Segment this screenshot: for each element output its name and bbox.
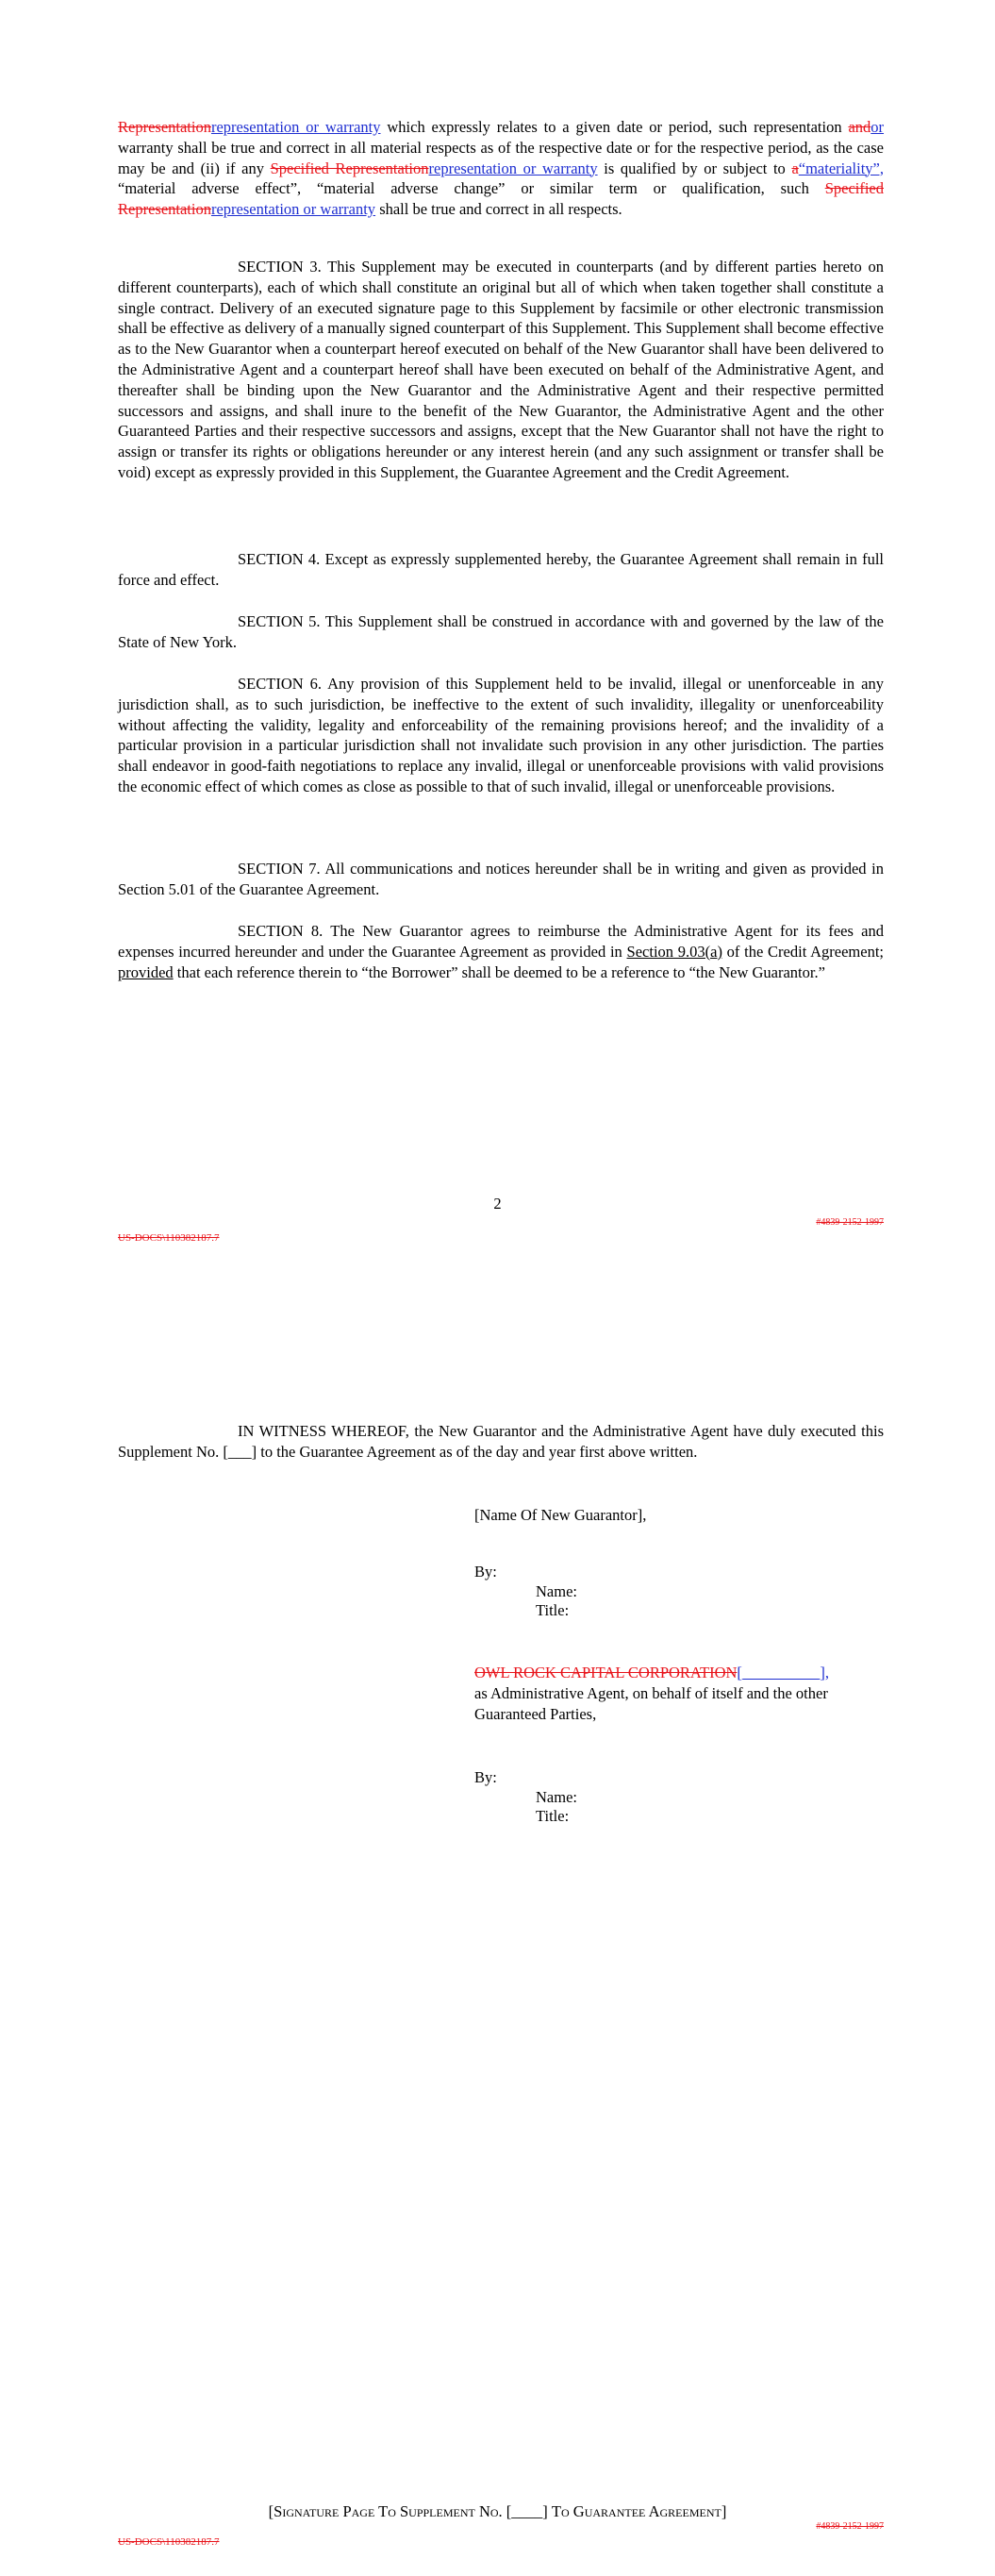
- deleted-text: Representation: [118, 118, 211, 136]
- paragraph-representations: Representationrepresentation or warranty which expressly relates to a given date or period, such representation andor warranty shall be true and correct in all material respects as of the respective date or for the respective period, as the case may be and (ii) if any Specified Representationrepresentation or warranty is qualified by or subject to a“materiality”, “material adverse effect”, “material adverse change” or similar term or qualification, such Specified Representationrepresentation or warranty shall be true and correct in all respects.: [118, 118, 885, 219]
- agent-by-label: By:: [474, 1768, 497, 1786]
- signature-page-caption: [Signature Page To Supplement No. [____] To Guarantee Agreement]: [268, 2502, 727, 2520]
- section-6: SECTION 6. Any provision of this Supplement held to be invalid, illegal or unenforceable in any jurisdiction shall, as to such jurisdiction, be ineffective to the extent of such invalidity, illegality or unenforceability without affecting the validity, legality and enforceability of the remaining provisions hereof; and the invalidity of a particular provision in a particular jurisdiction shall not invalidate such provision in any other jurisdiction. The parties shall endeavor in good-faith negotiations to replace any invalid, illegal or unenforceable provisions with valid provisions the economic effect of which comes as close as possible to that of such invalid, illegal or unenforceable provisions.: [118, 675, 884, 795]
- agent-role: as Administrative Agent, on behalf of itself and the other Guaranteed Parties,: [474, 1684, 828, 1723]
- section-reference: Section 9.03(a): [626, 942, 722, 961]
- footer-doc-id-left: US-DOCS\110382187.7: [118, 2536, 220, 2548]
- deleted-text: and: [848, 118, 871, 136]
- section-4: SECTION 4. Except as expressly supplemented hereby, the Guarantee Agreement shall remain in full force and effect.: [118, 550, 884, 589]
- deleted-text: Specified Representation: [118, 179, 884, 219]
- inserted-text: representation or warranty: [210, 200, 376, 219]
- guarantor-by-label: By:: [474, 1563, 497, 1581]
- deleted-text: a: [791, 159, 799, 177]
- deleted-agent-name: OWL ROCK CAPITAL CORPORATION: [474, 1664, 738, 1681]
- inserted-text: or: [871, 118, 885, 136]
- footer-doc-id-right: #4839-2152-1997: [816, 1217, 884, 1228]
- section-3: SECTION 3. This Supplement may be executed in counterparts (and by different parties hereto on different counterparts), each of which shall constitute an original but all of which when taken together shall constitute a single contract. Delivery of an executed signature page to this Supplement by facsimile or other electronic transmission shall be effective as delivery of a manually signed counterpart of this Supplement. This Supplement shall become effective as to the New Guarantor when a counterpart hereof executed on behalf of the New Guarantor shall have been delivered to the Administrative Agent and a counterpart hereof shall have been executed on behalf of the Administrative Agent, and thereafter shall be binding upon the New Guarantor and the Administrative Agent and their respective permitted successors and assigns, and shall inure to the benefit of the New Guarantor, the Administrative Agent and the other Guaranteed Parties and their respective successors and assigns, except that the New Guarantor shall not have the right to assign or transfer its rights or obligations hereunder or any interest herein (and any such assignment or transfer shall be void) except as expressly provided in this Supplement, the Guarantee Agreement and the Credit Agreement.: [118, 258, 884, 481]
- page-2: [0, 1312, 995, 2576]
- agent-title-label: Title:: [536, 1807, 570, 1825]
- provided-term: provided: [118, 962, 174, 981]
- agent-name-blank: [__________]: [737, 1664, 825, 1681]
- section-5: SECTION 5. This Supplement shall be construed in accordance with and governed by the law of the State of New York.: [118, 612, 884, 651]
- inserted-text: “materiality”,: [798, 159, 885, 177]
- page-number: 2: [493, 1195, 502, 1213]
- guarantor-title-label: Title:: [536, 1601, 570, 1619]
- deleted-text: Specified Representation: [270, 159, 429, 177]
- section-8: SECTION 8. The New Guarantor agrees to reimburse the Administrative Agent for its fees and expenses incurred hereunder and under the Guarantee Agreement as provided in Section 9.03(a) of the Credit Agreement; provided that each reference therein to “the Borrower” shall be deemed to be a reference to “the New Guarantor.”: [118, 922, 885, 981]
- agent-name: OWL ROCK CAPITAL CORPORATION[__________],: [474, 1664, 830, 1681]
- footer-doc-id-right: #4839-2152-1997: [816, 2521, 884, 2532]
- inserted-text: representation or warranty: [210, 118, 381, 136]
- guarantor-name-label: Name:: [536, 1582, 577, 1600]
- agent-name-label: Name:: [536, 1788, 577, 1806]
- footer-doc-id-left: US-DOCS\110382187.7: [118, 1232, 220, 1244]
- section-7: SECTION 7. All communications and notices hereunder shall be in writing and given as provided in Section 5.01 of the Guarantee Agreement.: [118, 860, 884, 898]
- inserted-text: representation or warranty: [428, 159, 598, 177]
- witness-paragraph: IN WITNESS WHEREOF, the New Guarantor and the Administrative Agent have duly executed this Supplement No. [___] to the Guarantee Agreement as of the day and year first above written.: [118, 1422, 884, 1461]
- guarantor-name: [Name Of New Guarantor],: [474, 1506, 647, 1524]
